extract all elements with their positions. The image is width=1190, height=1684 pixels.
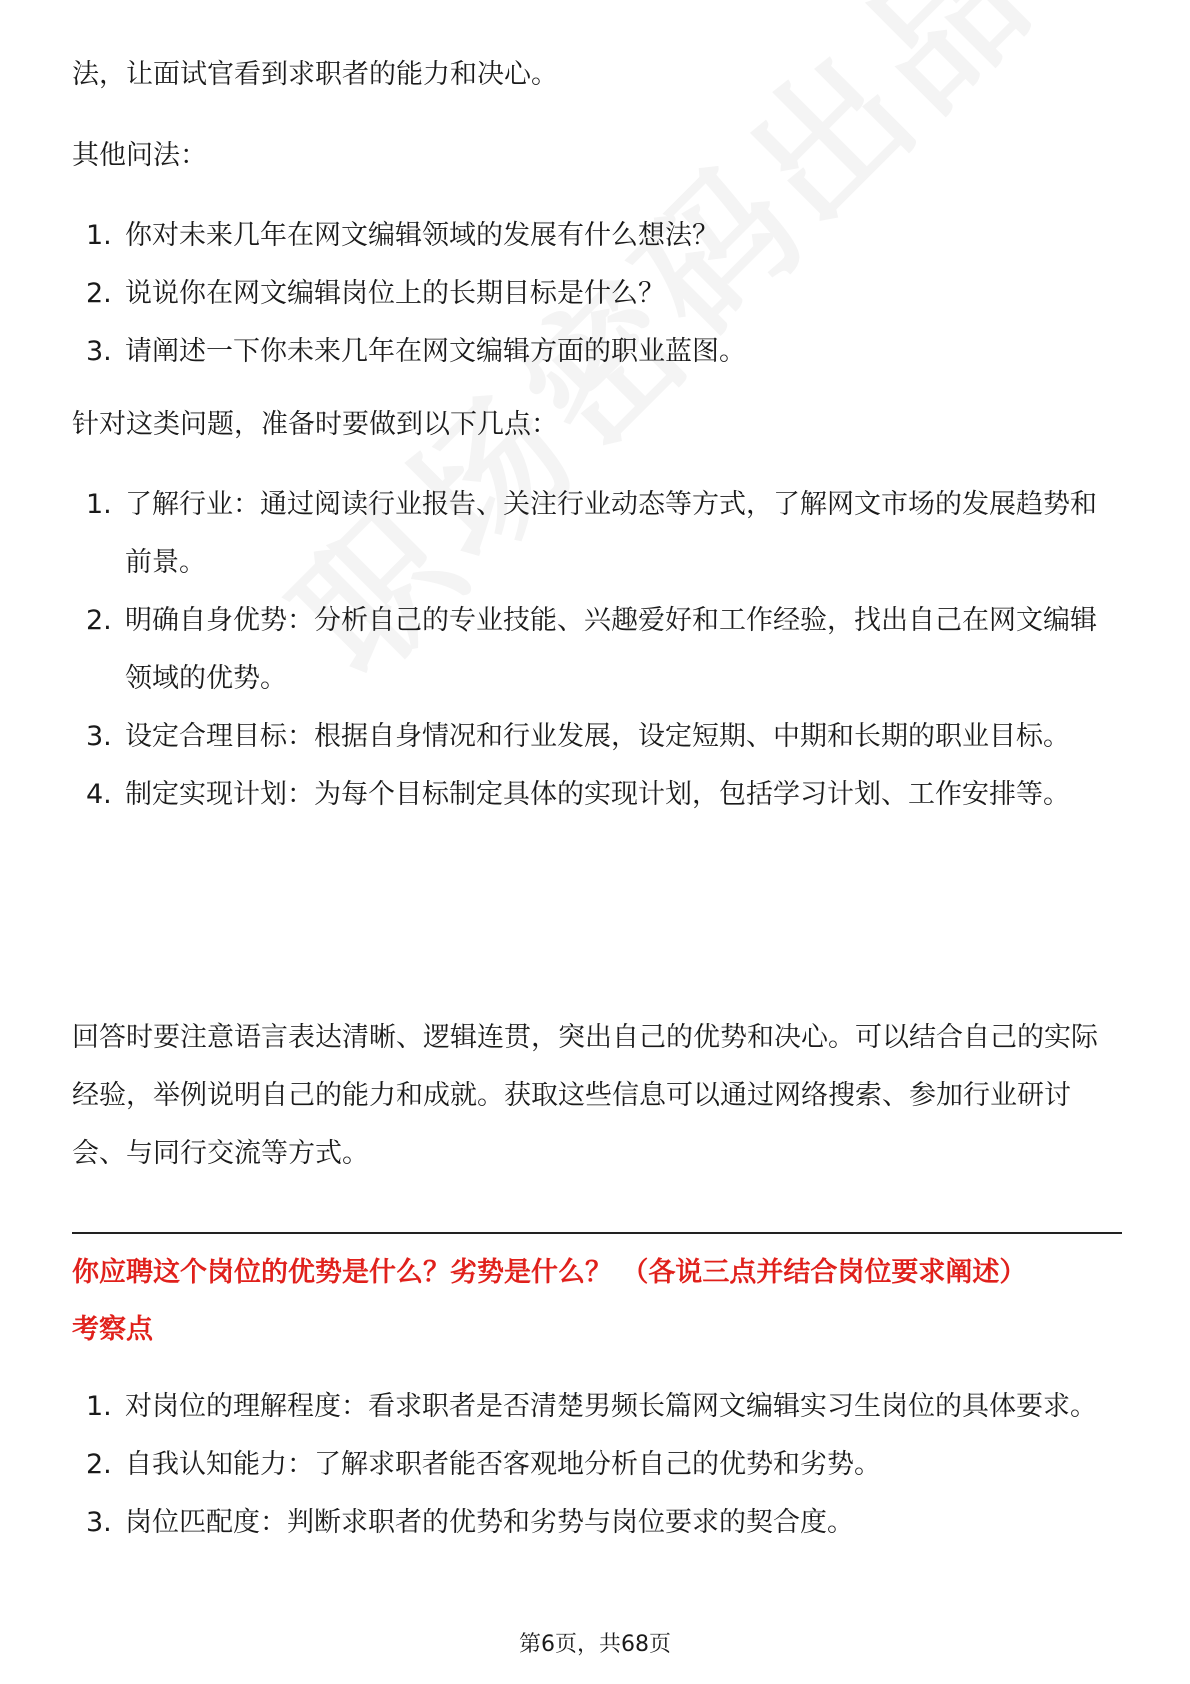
focus-points-list [72, 1378, 1122, 1552]
other-questions-label: 其他问法： [72, 140, 207, 171]
page-number: 第6页，共68页 [519, 1632, 671, 1657]
other-questions-list [72, 207, 1122, 381]
list-item: 2. 明确自身优势：分析自己的专业技能、兴趣爱好和工作经验，找出自己在网文编辑领域的优势。 [86, 605, 1097, 694]
list-item: 3. 岗位匹配度：判断求职者的优势和劣势与岗位要求的契合度。 [86, 1507, 854, 1538]
question-title: 你应聘这个岗位的优势是什么？劣势是什么？ （各说三点并结合岗位要求阐述） [72, 1257, 1027, 1288]
list-item: 2. 自我认知能力：了解求职者能否客观地分析自己的优势和劣势。 [86, 1449, 881, 1480]
prep-label: 针对这类问题，准备时要做到以下几点： [72, 409, 558, 440]
section-divider [72, 1232, 1122, 1234]
list-item: 1. 了解行业：通过阅读行业报告、关注行业动态等方式，了解网文市场的发展趋势和前景。 [86, 489, 1097, 578]
list-item: 1. 对岗位的理解程度：看求职者是否清楚男频长篇网文编辑实习生岗位的具体要求。 [86, 1391, 1097, 1422]
list-item: 2. 说说你在网文编辑岗位上的长期目标是什么？ [86, 278, 665, 309]
prep-points-list [72, 476, 1122, 824]
focus-label: 考察点 [72, 1314, 153, 1345]
list-item: 3. 设定合理目标：根据自身情况和行业发展，设定短期、中期和长期的职业目标。 [86, 721, 1070, 752]
list-item: 1. 你对未来几年在网文编辑领域的发展有什么想法？ [86, 220, 719, 251]
intro-line: 法，让面试官看到求职者的能力和决心。 [72, 59, 558, 90]
answer-note: 回答时要注意语言表达清晰、逻辑连贯，突出自己的优势和决心。可以结合自己的实际经验，举例说明自己的能力和成就。获取这些信息可以通过网络搜索、参加行业研讨会、与同行交流等方式。 [72, 1022, 1098, 1169]
list-item: 3. 请阐述一下你未来几年在网文编辑方面的职业蓝图。 [86, 336, 746, 367]
list-item: 4. 制定实现计划：为每个目标制定具体的实现计划，包括学习计划、工作安排等。 [86, 779, 1070, 810]
